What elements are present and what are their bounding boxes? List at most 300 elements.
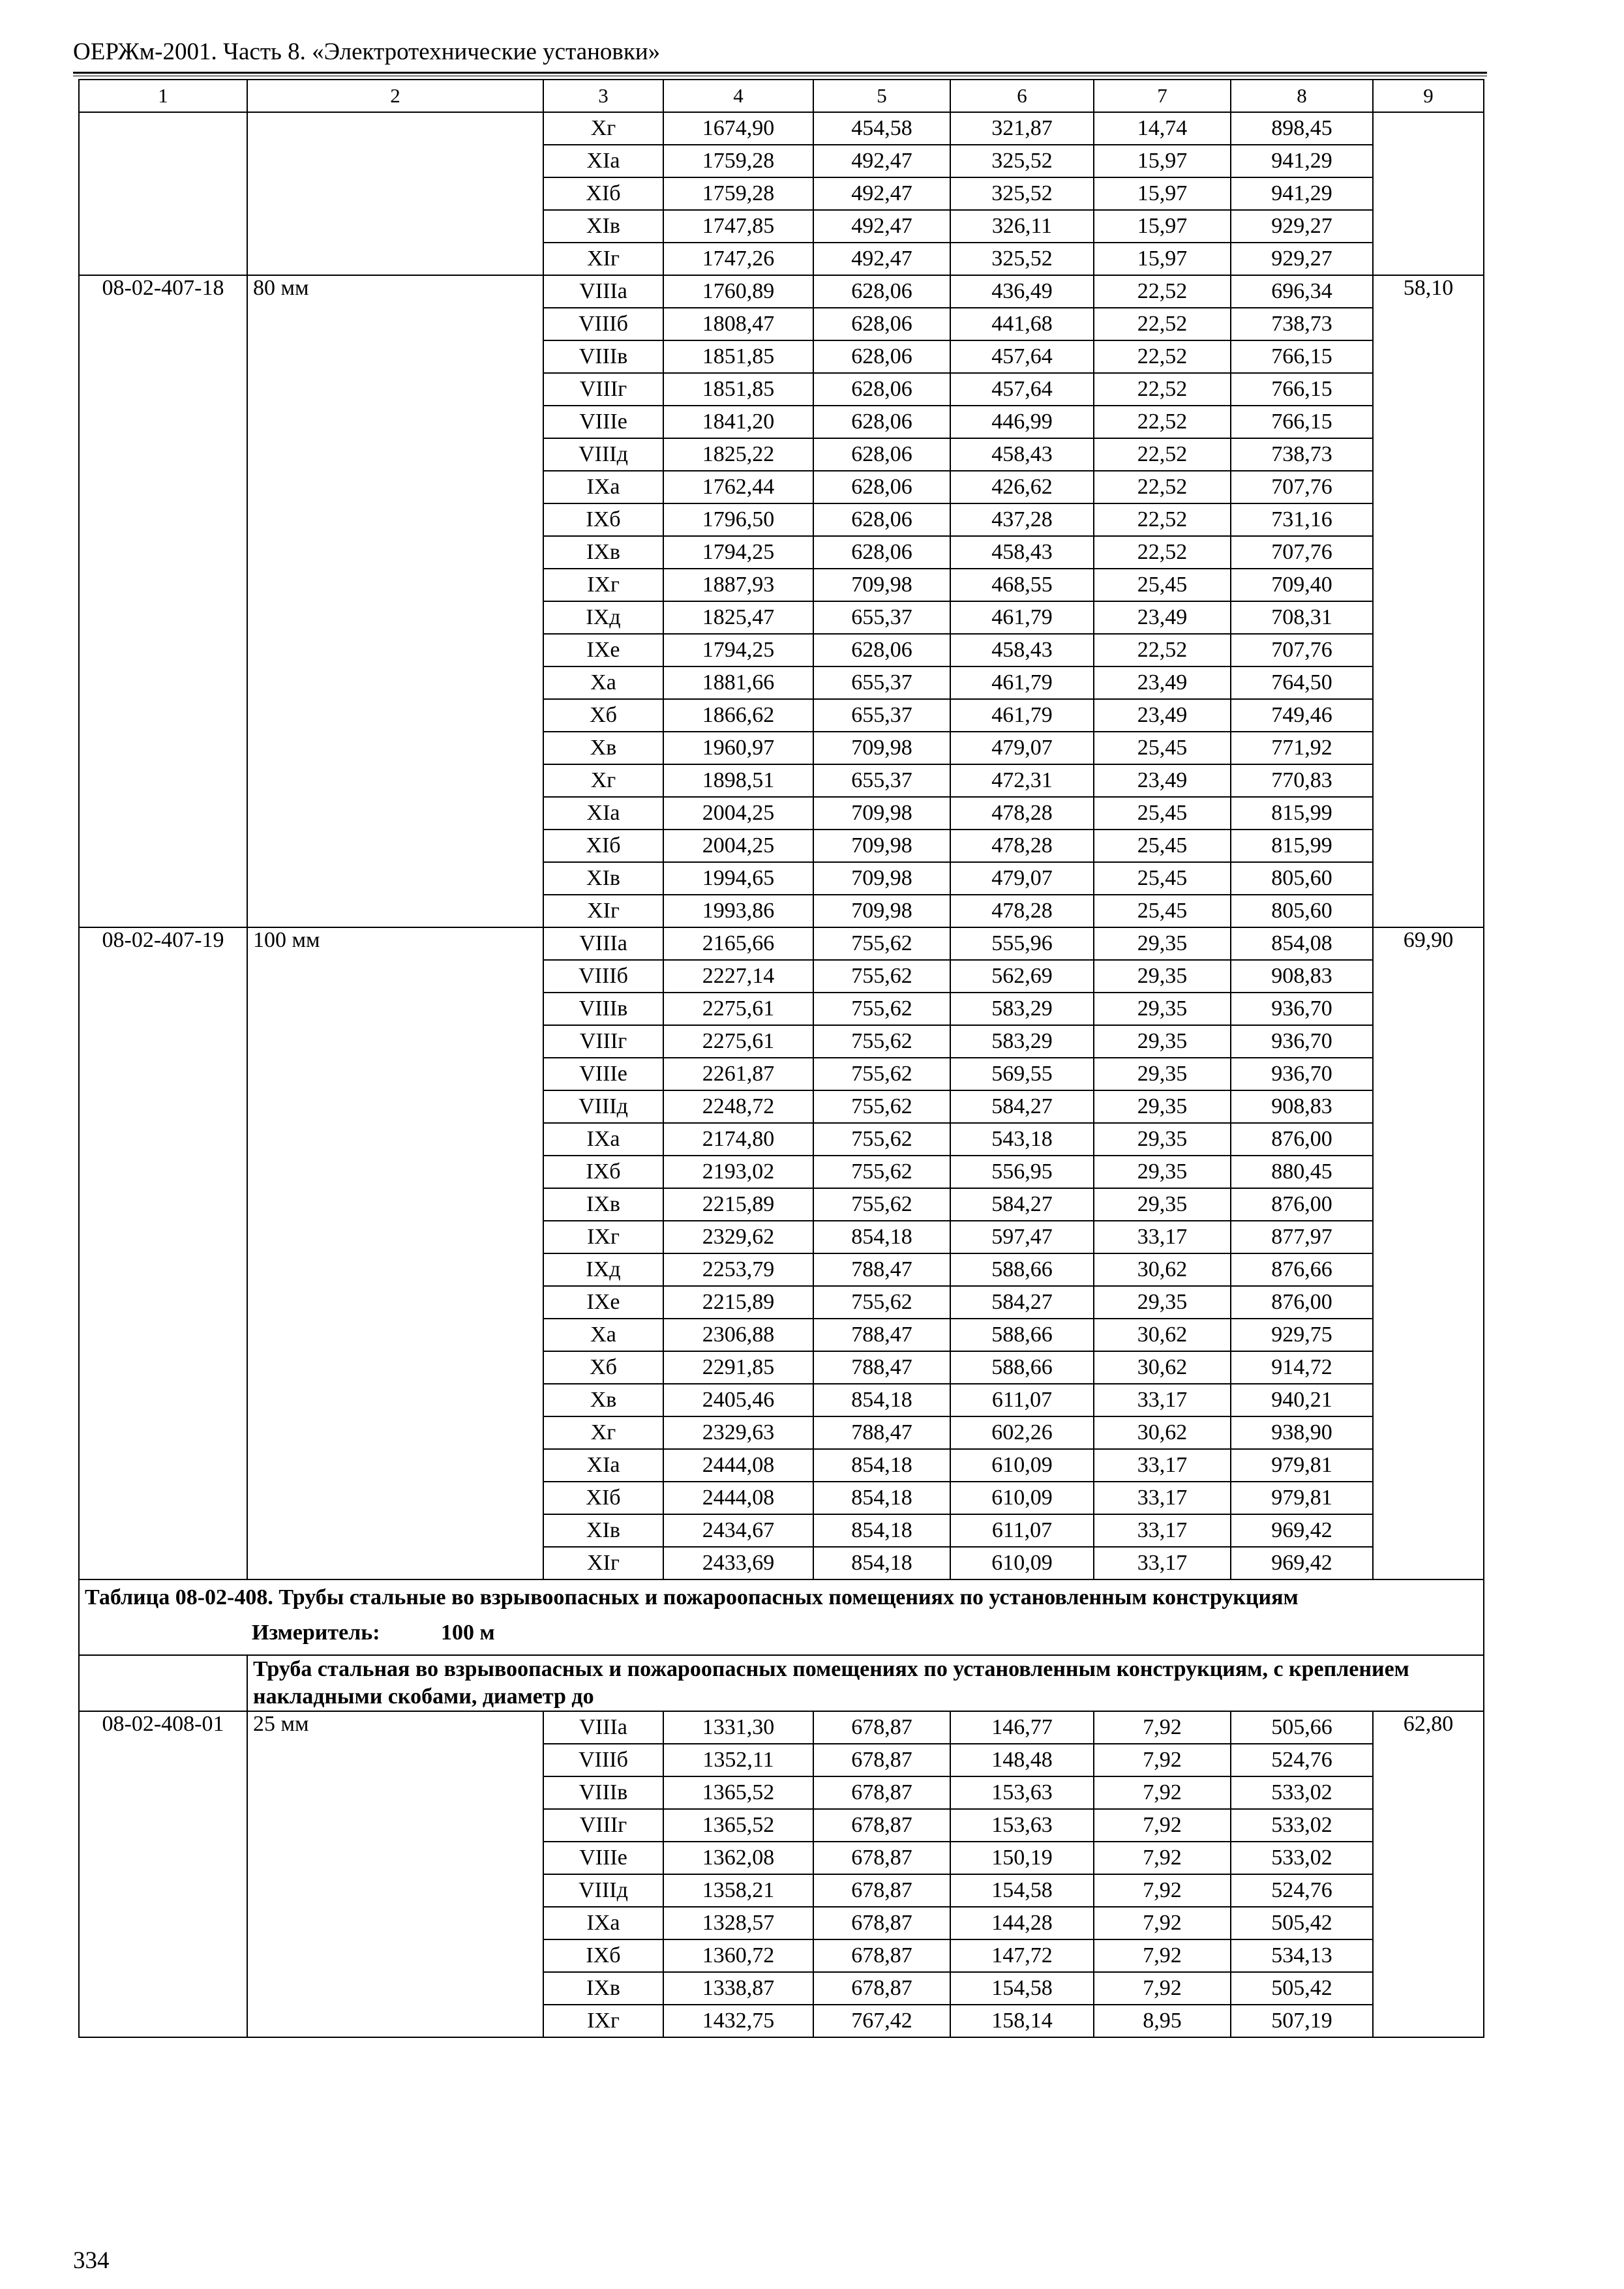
region-cell: IXг bbox=[543, 1221, 663, 1253]
value-cell: 1365,52 bbox=[663, 1776, 813, 1809]
region-cell: VIIIе bbox=[543, 406, 663, 438]
value-cell: 610,09 bbox=[950, 1482, 1094, 1514]
value-cell: 2253,79 bbox=[663, 1253, 813, 1286]
column-number-row bbox=[79, 80, 1484, 112]
value-cell: 29,35 bbox=[1094, 1090, 1231, 1123]
value-cell: 29,35 bbox=[1094, 993, 1231, 1025]
region-cell: XIа bbox=[543, 797, 663, 830]
value-cell: 15,97 bbox=[1094, 177, 1231, 210]
value-cell: 2329,62 bbox=[663, 1221, 813, 1253]
value-cell: 533,02 bbox=[1231, 1842, 1373, 1874]
value-cell: 678,87 bbox=[813, 1711, 950, 1744]
value-cell: 628,06 bbox=[813, 471, 950, 503]
value-cell: 788,47 bbox=[813, 1351, 950, 1384]
value-cell: 678,87 bbox=[813, 1972, 950, 2005]
value-cell: 492,47 bbox=[813, 145, 950, 177]
value-cell: 655,37 bbox=[813, 699, 950, 732]
col9-cell: 58,10 bbox=[1373, 275, 1484, 927]
value-cell: 154,58 bbox=[950, 1874, 1094, 1907]
region-cell: Xа bbox=[543, 666, 663, 699]
region-cell: VIIIг bbox=[543, 1809, 663, 1842]
col9-cell bbox=[1373, 112, 1484, 275]
column-number: 6 bbox=[950, 80, 1094, 112]
value-cell: 584,27 bbox=[950, 1286, 1094, 1319]
value-cell: 479,07 bbox=[950, 862, 1094, 895]
code-cell bbox=[79, 112, 247, 275]
value-cell: 29,35 bbox=[1094, 1286, 1231, 1319]
value-cell: 583,29 bbox=[950, 993, 1094, 1025]
value-cell: 1328,57 bbox=[663, 1907, 813, 1939]
region-cell: VIIIв bbox=[543, 1776, 663, 1809]
region-cell: XIг bbox=[543, 1547, 663, 1579]
table-title: Таблица 08-02-408. Трубы стальные во взрывоопасных и пожароопасных помещениях по установленным конструкциям bbox=[85, 1585, 1299, 1609]
region-cell: Xг bbox=[543, 764, 663, 797]
value-cell: 507,19 bbox=[1231, 2005, 1373, 2037]
column-number: 3 bbox=[543, 80, 663, 112]
value-cell: 534,13 bbox=[1231, 1939, 1373, 1972]
value-cell: 1759,28 bbox=[663, 177, 813, 210]
value-cell: 709,98 bbox=[813, 862, 950, 895]
region-cell: VIIIв bbox=[543, 993, 663, 1025]
value-cell: 755,62 bbox=[813, 1286, 950, 1319]
region-cell: VIIIа bbox=[543, 275, 663, 308]
value-cell: 707,76 bbox=[1231, 634, 1373, 666]
value-cell: 815,99 bbox=[1231, 830, 1373, 862]
value-cell: 7,92 bbox=[1094, 1711, 1231, 1744]
name-cell: 100 мм bbox=[247, 927, 543, 1579]
name-cell bbox=[247, 112, 543, 275]
value-cell: 457,64 bbox=[950, 340, 1094, 373]
value-cell: 492,47 bbox=[813, 177, 950, 210]
value-cell: 876,00 bbox=[1231, 1188, 1373, 1221]
measure-label: Измеритель: bbox=[252, 1621, 380, 1645]
region-cell: XIг bbox=[543, 895, 663, 927]
value-cell: 153,63 bbox=[950, 1809, 1094, 1842]
region-cell: XIб bbox=[543, 177, 663, 210]
region-cell: XIв bbox=[543, 862, 663, 895]
value-cell: 22,52 bbox=[1094, 471, 1231, 503]
value-cell: 2193,02 bbox=[663, 1156, 813, 1188]
value-cell: 876,00 bbox=[1231, 1123, 1373, 1156]
value-cell: 914,72 bbox=[1231, 1351, 1373, 1384]
value-cell: 1796,50 bbox=[663, 503, 813, 536]
value-cell: 148,48 bbox=[950, 1744, 1094, 1776]
value-cell: 2165,66 bbox=[663, 927, 813, 960]
region-cell: Xг bbox=[543, 1416, 663, 1449]
value-cell: 755,62 bbox=[813, 1156, 950, 1188]
value-cell: 457,64 bbox=[950, 373, 1094, 406]
value-cell: 938,90 bbox=[1231, 1416, 1373, 1449]
value-cell: 22,52 bbox=[1094, 536, 1231, 569]
table-row bbox=[79, 1711, 1484, 1744]
table-heading-cell bbox=[79, 1579, 1484, 1655]
value-cell: 755,62 bbox=[813, 1123, 950, 1156]
col9-cell: 69,90 bbox=[1373, 927, 1484, 1579]
value-cell: 628,06 bbox=[813, 373, 950, 406]
region-cell: Xб bbox=[543, 1351, 663, 1384]
value-cell: 1887,93 bbox=[663, 569, 813, 601]
value-cell: 755,62 bbox=[813, 927, 950, 960]
value-cell: 766,15 bbox=[1231, 406, 1373, 438]
value-cell: 22,52 bbox=[1094, 438, 1231, 471]
value-cell: 876,00 bbox=[1231, 1286, 1373, 1319]
column-number: 4 bbox=[663, 80, 813, 112]
value-cell: 153,63 bbox=[950, 1776, 1094, 1809]
value-cell: 1362,08 bbox=[663, 1842, 813, 1874]
region-cell: XIг bbox=[543, 243, 663, 275]
value-cell: 1762,44 bbox=[663, 471, 813, 503]
region-cell: IXб bbox=[543, 1156, 663, 1188]
value-cell: 458,43 bbox=[950, 536, 1094, 569]
value-cell: 755,62 bbox=[813, 1058, 950, 1090]
value-cell: 458,43 bbox=[950, 438, 1094, 471]
value-cell: 755,62 bbox=[813, 1188, 950, 1221]
value-cell: 709,98 bbox=[813, 569, 950, 601]
region-cell: IXв bbox=[543, 1972, 663, 2005]
value-cell: 815,99 bbox=[1231, 797, 1373, 830]
value-cell: 25,45 bbox=[1094, 797, 1231, 830]
value-cell: 144,28 bbox=[950, 1907, 1094, 1939]
code-cell: 08-02-407-19 bbox=[79, 927, 247, 1579]
value-cell: 1994,65 bbox=[663, 862, 813, 895]
value-cell: 678,87 bbox=[813, 1809, 950, 1842]
value-cell: 524,76 bbox=[1231, 1874, 1373, 1907]
value-cell: 8,95 bbox=[1094, 2005, 1231, 2037]
value-cell: 478,28 bbox=[950, 797, 1094, 830]
value-cell: 707,76 bbox=[1231, 471, 1373, 503]
value-cell: 611,07 bbox=[950, 1514, 1094, 1547]
value-cell: 30,62 bbox=[1094, 1319, 1231, 1351]
value-cell: 655,37 bbox=[813, 764, 950, 797]
value-cell: 929,27 bbox=[1231, 210, 1373, 243]
value-cell: 479,07 bbox=[950, 732, 1094, 764]
value-cell: 788,47 bbox=[813, 1319, 950, 1351]
value-cell: 941,29 bbox=[1231, 177, 1373, 210]
region-cell: Xг bbox=[543, 112, 663, 145]
value-cell: 610,09 bbox=[950, 1547, 1094, 1579]
value-cell: 2405,46 bbox=[663, 1384, 813, 1416]
value-cell: 325,52 bbox=[950, 177, 1094, 210]
value-cell: 908,83 bbox=[1231, 1090, 1373, 1123]
value-cell: 1747,85 bbox=[663, 210, 813, 243]
value-cell: 929,27 bbox=[1231, 243, 1373, 275]
column-number: 5 bbox=[813, 80, 950, 112]
value-cell: 426,62 bbox=[950, 471, 1094, 503]
region-cell: VIIIб bbox=[543, 960, 663, 993]
value-cell: 1747,26 bbox=[663, 243, 813, 275]
value-cell: 33,17 bbox=[1094, 1221, 1231, 1253]
value-cell: 588,66 bbox=[950, 1319, 1094, 1351]
value-cell: 602,26 bbox=[950, 1416, 1094, 1449]
value-cell: 325,52 bbox=[950, 145, 1094, 177]
value-cell: 7,92 bbox=[1094, 1972, 1231, 2005]
measure-line bbox=[85, 1615, 1478, 1654]
value-cell: 766,15 bbox=[1231, 340, 1373, 373]
value-cell: 33,17 bbox=[1094, 1384, 1231, 1416]
value-cell: 854,18 bbox=[813, 1449, 950, 1482]
description-spacer bbox=[79, 1655, 247, 1711]
region-cell: IXд bbox=[543, 601, 663, 634]
region-cell: VIIIе bbox=[543, 1842, 663, 1874]
table-heading-row bbox=[79, 1579, 1484, 1655]
value-cell: 788,47 bbox=[813, 1416, 950, 1449]
name-cell: 80 мм bbox=[247, 275, 543, 927]
region-cell: XIв bbox=[543, 210, 663, 243]
region-cell: Xб bbox=[543, 699, 663, 732]
description-row bbox=[79, 1655, 1484, 1711]
value-cell: 461,79 bbox=[950, 666, 1094, 699]
value-cell: 505,42 bbox=[1231, 1907, 1373, 1939]
value-cell: 14,74 bbox=[1094, 112, 1231, 145]
value-cell: 628,06 bbox=[813, 308, 950, 340]
value-cell: 1338,87 bbox=[663, 1972, 813, 2005]
value-cell: 437,28 bbox=[950, 503, 1094, 536]
region-cell: IXа bbox=[543, 1907, 663, 1939]
column-number: 1 bbox=[79, 80, 247, 112]
price-table bbox=[78, 79, 1484, 2038]
running-header: ОЕРЖм-2001. Часть 8. «Электротехнические установки» bbox=[73, 38, 661, 65]
value-cell: 678,87 bbox=[813, 1874, 950, 1907]
value-cell: 936,70 bbox=[1231, 1058, 1373, 1090]
value-cell: 1960,97 bbox=[663, 732, 813, 764]
value-cell: 22,52 bbox=[1094, 634, 1231, 666]
header-rule bbox=[73, 72, 1487, 76]
value-cell: 628,06 bbox=[813, 536, 950, 569]
value-cell: 738,73 bbox=[1231, 308, 1373, 340]
value-cell: 731,16 bbox=[1231, 503, 1373, 536]
value-cell: 2004,25 bbox=[663, 797, 813, 830]
value-cell: 33,17 bbox=[1094, 1514, 1231, 1547]
value-cell: 628,06 bbox=[813, 634, 950, 666]
column-number: 8 bbox=[1231, 80, 1373, 112]
value-cell: 2174,80 bbox=[663, 1123, 813, 1156]
value-cell: 678,87 bbox=[813, 1776, 950, 1809]
value-cell: 788,47 bbox=[813, 1253, 950, 1286]
region-cell: VIIIд bbox=[543, 438, 663, 471]
value-cell: 458,43 bbox=[950, 634, 1094, 666]
value-cell: 505,66 bbox=[1231, 1711, 1373, 1744]
region-cell: Xв bbox=[543, 732, 663, 764]
value-cell: 628,06 bbox=[813, 406, 950, 438]
region-cell: XIа bbox=[543, 1449, 663, 1482]
value-cell: 1432,75 bbox=[663, 2005, 813, 2037]
value-cell: 805,60 bbox=[1231, 862, 1373, 895]
value-cell: 150,19 bbox=[950, 1842, 1094, 1874]
value-cell: 468,55 bbox=[950, 569, 1094, 601]
value-cell: 2444,08 bbox=[663, 1482, 813, 1514]
value-cell: 533,02 bbox=[1231, 1776, 1373, 1809]
value-cell: 854,18 bbox=[813, 1482, 950, 1514]
value-cell: 15,97 bbox=[1094, 210, 1231, 243]
value-cell: 29,35 bbox=[1094, 1058, 1231, 1090]
value-cell: 1794,25 bbox=[663, 536, 813, 569]
value-cell: 936,70 bbox=[1231, 993, 1373, 1025]
region-cell: VIIIб bbox=[543, 1744, 663, 1776]
value-cell: 2329,63 bbox=[663, 1416, 813, 1449]
value-cell: 854,18 bbox=[813, 1514, 950, 1547]
value-cell: 936,70 bbox=[1231, 1025, 1373, 1058]
value-cell: 1674,90 bbox=[663, 112, 813, 145]
value-cell: 2444,08 bbox=[663, 1449, 813, 1482]
region-cell: VIIIг bbox=[543, 1025, 663, 1058]
value-cell: 1365,52 bbox=[663, 1809, 813, 1842]
value-cell: 709,98 bbox=[813, 797, 950, 830]
value-cell: 321,87 bbox=[950, 112, 1094, 145]
value-cell: 30,62 bbox=[1094, 1351, 1231, 1384]
value-cell: 22,52 bbox=[1094, 373, 1231, 406]
value-cell: 23,49 bbox=[1094, 666, 1231, 699]
value-cell: 1898,51 bbox=[663, 764, 813, 797]
value-cell: 15,97 bbox=[1094, 145, 1231, 177]
value-cell: 655,37 bbox=[813, 666, 950, 699]
value-cell: 969,42 bbox=[1231, 1547, 1373, 1579]
value-cell: 22,52 bbox=[1094, 503, 1231, 536]
value-cell: 22,52 bbox=[1094, 275, 1231, 308]
value-cell: 898,45 bbox=[1231, 112, 1373, 145]
value-cell: 767,42 bbox=[813, 2005, 950, 2037]
value-cell: 29,35 bbox=[1094, 1123, 1231, 1156]
value-cell: 7,92 bbox=[1094, 1809, 1231, 1842]
value-cell: 478,28 bbox=[950, 830, 1094, 862]
value-cell: 33,17 bbox=[1094, 1482, 1231, 1514]
region-cell: IXа bbox=[543, 471, 663, 503]
value-cell: 325,52 bbox=[950, 243, 1094, 275]
column-number: 2 bbox=[247, 80, 543, 112]
col9-cell: 62,80 bbox=[1373, 1711, 1484, 2037]
region-cell: VIIIв bbox=[543, 340, 663, 373]
value-cell: 1841,20 bbox=[663, 406, 813, 438]
region-cell: IXа bbox=[543, 1123, 663, 1156]
value-cell: 543,18 bbox=[950, 1123, 1094, 1156]
value-cell: 2434,67 bbox=[663, 1514, 813, 1547]
value-cell: 22,52 bbox=[1094, 406, 1231, 438]
value-cell: 22,52 bbox=[1094, 340, 1231, 373]
value-cell: 441,68 bbox=[950, 308, 1094, 340]
value-cell: 2215,89 bbox=[663, 1188, 813, 1221]
column-number: 7 bbox=[1094, 80, 1231, 112]
value-cell: 29,35 bbox=[1094, 1025, 1231, 1058]
value-cell: 25,45 bbox=[1094, 569, 1231, 601]
value-cell: 969,42 bbox=[1231, 1514, 1373, 1547]
value-cell: 1851,85 bbox=[663, 340, 813, 373]
value-cell: 854,18 bbox=[813, 1547, 950, 1579]
value-cell: 2433,69 bbox=[663, 1547, 813, 1579]
region-cell: VIIIд bbox=[543, 1090, 663, 1123]
table-row bbox=[79, 275, 1484, 308]
value-cell: 755,62 bbox=[813, 993, 950, 1025]
value-cell: 709,98 bbox=[813, 895, 950, 927]
value-cell: 880,45 bbox=[1231, 1156, 1373, 1188]
value-cell: 505,42 bbox=[1231, 1972, 1373, 2005]
value-cell: 708,31 bbox=[1231, 601, 1373, 634]
region-cell: IXе bbox=[543, 1286, 663, 1319]
description-cell: Труба стальная во взрывоопасных и пожароопасных помещениях по установленным конструкциям, с креплением накладными скобами, диаметр до bbox=[247, 1655, 1484, 1711]
value-cell: 709,40 bbox=[1231, 569, 1373, 601]
region-cell: Xа bbox=[543, 1319, 663, 1351]
value-cell: 771,92 bbox=[1231, 732, 1373, 764]
value-cell: 1851,85 bbox=[663, 373, 813, 406]
value-cell: 533,02 bbox=[1231, 1809, 1373, 1842]
value-cell: 755,62 bbox=[813, 1025, 950, 1058]
measure-value: 100 м bbox=[441, 1621, 495, 1645]
page-number: 334 bbox=[73, 2247, 110, 2274]
value-cell: 908,83 bbox=[1231, 960, 1373, 993]
value-cell: 2275,61 bbox=[663, 993, 813, 1025]
value-cell: 30,62 bbox=[1094, 1253, 1231, 1286]
region-cell: IXб bbox=[543, 503, 663, 536]
value-cell: 584,27 bbox=[950, 1090, 1094, 1123]
column-number: 9 bbox=[1373, 80, 1484, 112]
value-cell: 472,31 bbox=[950, 764, 1094, 797]
value-cell: 610,09 bbox=[950, 1449, 1094, 1482]
value-cell: 1993,86 bbox=[663, 895, 813, 927]
region-cell: IXд bbox=[543, 1253, 663, 1286]
value-cell: 1825,47 bbox=[663, 601, 813, 634]
value-cell: 29,35 bbox=[1094, 927, 1231, 960]
value-cell: 147,72 bbox=[950, 1939, 1094, 1972]
value-cell: 25,45 bbox=[1094, 862, 1231, 895]
value-cell: 2248,72 bbox=[663, 1090, 813, 1123]
value-cell: 25,45 bbox=[1094, 895, 1231, 927]
value-cell: 678,87 bbox=[813, 1744, 950, 1776]
value-cell: 23,49 bbox=[1094, 699, 1231, 732]
code-cell: 08-02-408-01 bbox=[79, 1711, 247, 2037]
value-cell: 25,45 bbox=[1094, 830, 1231, 862]
value-cell: 876,66 bbox=[1231, 1253, 1373, 1286]
value-cell: 1866,62 bbox=[663, 699, 813, 732]
region-cell: XIа bbox=[543, 145, 663, 177]
region-cell: VIIIг bbox=[543, 373, 663, 406]
value-cell: 25,45 bbox=[1094, 732, 1231, 764]
value-cell: 1759,28 bbox=[663, 145, 813, 177]
region-cell: IXв bbox=[543, 1188, 663, 1221]
value-cell: 436,49 bbox=[950, 275, 1094, 308]
value-cell: 597,47 bbox=[950, 1221, 1094, 1253]
value-cell: 854,18 bbox=[813, 1221, 950, 1253]
value-cell: 556,95 bbox=[950, 1156, 1094, 1188]
value-cell: 1360,72 bbox=[663, 1939, 813, 1972]
region-cell: IXе bbox=[543, 634, 663, 666]
value-cell: 15,97 bbox=[1094, 243, 1231, 275]
value-cell: 709,98 bbox=[813, 830, 950, 862]
value-cell: 755,62 bbox=[813, 960, 950, 993]
value-cell: 588,66 bbox=[950, 1351, 1094, 1384]
value-cell: 696,34 bbox=[1231, 275, 1373, 308]
value-cell: 1352,11 bbox=[663, 1744, 813, 1776]
region-cell: VIIIа bbox=[543, 927, 663, 960]
value-cell: 7,92 bbox=[1094, 1874, 1231, 1907]
value-cell: 979,81 bbox=[1231, 1449, 1373, 1482]
value-cell: 628,06 bbox=[813, 503, 950, 536]
value-cell: 562,69 bbox=[950, 960, 1094, 993]
value-cell: 749,46 bbox=[1231, 699, 1373, 732]
value-cell: 22,52 bbox=[1094, 308, 1231, 340]
value-cell: 678,87 bbox=[813, 1907, 950, 1939]
value-cell: 569,55 bbox=[950, 1058, 1094, 1090]
value-cell: 2275,61 bbox=[663, 1025, 813, 1058]
value-cell: 1881,66 bbox=[663, 666, 813, 699]
value-cell: 23,49 bbox=[1094, 764, 1231, 797]
value-cell: 7,92 bbox=[1094, 1907, 1231, 1939]
region-cell: VIIIд bbox=[543, 1874, 663, 1907]
value-cell: 854,08 bbox=[1231, 927, 1373, 960]
value-cell: 1358,21 bbox=[663, 1874, 813, 1907]
value-cell: 7,92 bbox=[1094, 1939, 1231, 1972]
value-cell: 979,81 bbox=[1231, 1482, 1373, 1514]
region-cell: Xв bbox=[543, 1384, 663, 1416]
value-cell: 941,29 bbox=[1231, 145, 1373, 177]
value-cell: 29,35 bbox=[1094, 960, 1231, 993]
